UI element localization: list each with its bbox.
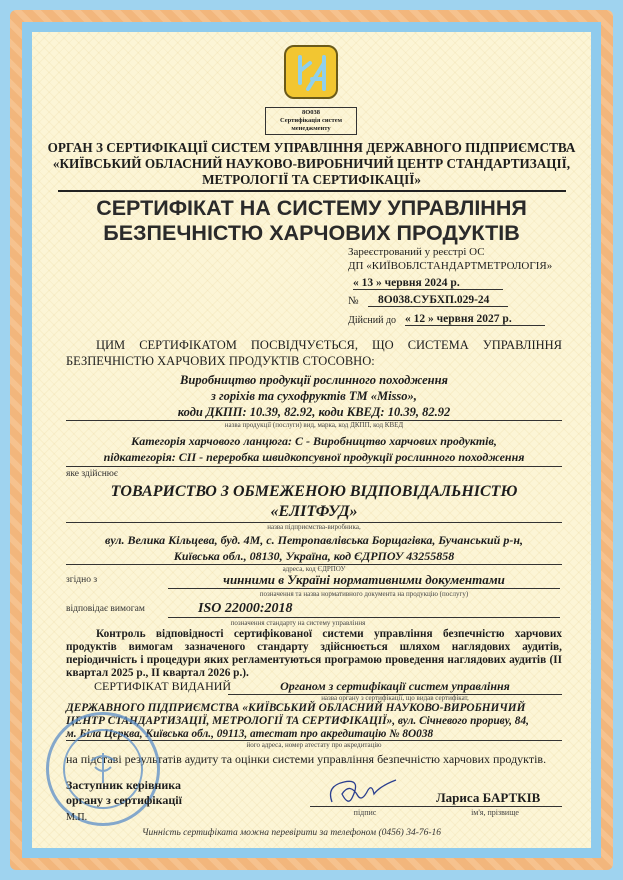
name-caption: ім'я, прізвище — [471, 808, 519, 817]
food-chain-category — [66, 433, 562, 465]
surveillance-paragraph: Контроль відповідності сертифікованої системи управління безпечністю харчових продуктів вимогам зазначеного стандарту здійснюється шляхом наглядових аудитів, періодичність і процедури яких регламентуються програмою проведення наглядових аудитів (ІІ квартал 2025 р., ІІ квартал 2026 р.). — [66, 628, 562, 679]
header-divider — [58, 190, 566, 192]
product-line-1: Виробництво продукції рослинного походження — [180, 373, 448, 387]
intro-line-1: ЦИМ СЕРТИФІКАТОМ ПОСВІДЧУЄТЬСЯ, ЩО СИСТЕМА УПРАВЛІННЯ — [96, 338, 562, 352]
registration-line-1: Зареєстрований у реєстрі ОС — [348, 246, 485, 258]
accreditation-label-box — [265, 107, 357, 135]
position-line-1: Заступник керівника — [66, 778, 182, 792]
org-line-3: МЕТРОЛОГІЇ ТА СЕРТИФІКАЦІЇ» — [202, 172, 421, 187]
certificate-number: 8О038.СУБХП.029-24 — [368, 294, 508, 307]
registration-block — [348, 245, 552, 273]
intro-line-2: БЕЗПЕЧНІСТЮ ХАРЧОВИХ ПРОДУКТІВ СТОСОВНО: — [66, 354, 375, 368]
category-underline — [66, 466, 562, 467]
issuer-line-3: м. Біла Церква, Київська обл., 09113, атестат про акредитацію № 8О038 — [66, 728, 434, 740]
number-label: № — [348, 295, 359, 307]
valid-until-label: Дійсний до — [348, 315, 397, 326]
signature-line — [310, 806, 562, 807]
issuer-line-1: ДЕРЖАВНОГО ПІДПРИЄМСТВА «КИЇВСЬКИЙ ОБЛАСНИЙ НАУКОВО-ВИРОБНИЧИЙ — [66, 702, 526, 714]
company-caption: назва підприємства-виробника, — [267, 523, 361, 531]
registration-line-2: ДП «КИЇВОБЛСТАНДАРТМЕТРОЛОГІЯ» — [348, 260, 553, 272]
verification-phone-note: Чинність сертифіката можна перевірити за телефоном (0456) 34-76-16 — [142, 828, 442, 838]
company-name — [66, 482, 562, 522]
meets-requirements-label: відповідає вимогам — [66, 604, 145, 614]
address-caption: адреса, код ЄДРПОУ — [282, 565, 346, 573]
according-value: чинними в Україні нормативними документами — [168, 572, 560, 589]
according-caption: позначення та назва нормативного документа на продукцію (послугу) — [259, 590, 469, 598]
ua-certification-logo-icon — [284, 45, 338, 99]
category-line-2: підкатегорія: СІІ - переробка швидкопсувної продукції рослинного походження — [103, 450, 525, 464]
issued-by-label: СЕРТИФІКАТ ВИДАНИЙ — [94, 679, 232, 693]
registration-date: « 13 » червня 2024 р. — [353, 277, 503, 290]
title-line-2: БЕЗПЕЧНІСТЮ ХАРЧОВИХ ПРОДУКТІВ — [103, 221, 520, 245]
company-line-2: «ЕЛІТФУД» — [270, 503, 358, 520]
basis-statement: на підставі результатів аудиту та оцінки системи управління безпечністю харчових продуктів. — [66, 752, 547, 766]
product-line-3: коди ДКПП: 10.39, 82.92, коди КВЕД: 10.39, 82.92 — [177, 405, 451, 419]
signatory-name: Лариса БАРТКІВ — [436, 790, 541, 805]
accreditation-label: Сертифікація систем менеджменту — [279, 117, 343, 132]
product-line-2: з горіхів та сухофруктів ТМ «Misso», — [211, 389, 417, 403]
address-line-1: вул. Велика Кільцева, буд. 4М, с. Петропавлівська Борщагівка, Бучанський р-н, — [105, 533, 523, 547]
handwritten-signature-icon — [322, 776, 402, 808]
company-address — [66, 532, 562, 564]
issuing-organization-header — [40, 140, 583, 188]
product-caption: назва продукції (послуги) вид, марка, код ДКПП, код КВЕД — [224, 421, 404, 429]
position-line-2: органу з сертифікації — [66, 793, 182, 807]
certificate-title — [40, 196, 583, 246]
product-description — [66, 372, 562, 420]
performed-by-label: яке здійснює — [66, 469, 118, 479]
company-line-1: ТОВАРИСТВО З ОБМЕЖЕНОЮ ВІДПОВІДАЛЬНІСТЮ — [110, 483, 518, 500]
title-line-1: СЕРТИФІКАТ НА СИСТЕМУ УПРАВЛІННЯ — [96, 196, 527, 220]
org-line-1: ОРГАН З СЕРТИФІКАЦІЇ СИСТЕМ УПРАВЛІННЯ ДЕРЖАВНОГО ПІДПРИЄМСТВА — [47, 140, 576, 155]
according-label: згідно з — [66, 575, 98, 585]
category-line-1: Категорія харчового ланцюга: С - Виробництво харчових продуктів, — [131, 434, 497, 448]
org-line-2: «КИЇВСЬКИЙ ОБЛАСНИЙ НАУКОВО-ВИРОБНИЧИЙ ЦЕНТР СТАНДАРТИЗАЦІЇ, — [52, 156, 571, 171]
official-stamp-icon — [46, 712, 160, 826]
valid-until-date: « 12 » червня 2027 р. — [405, 313, 545, 326]
standard-caption: позначення стандарту на систему управління — [230, 619, 366, 627]
standard-value: ISO 22000:2018 — [168, 601, 560, 618]
address-line-2: Київська обл., 08130, Україна, код ЄДРПОУ 43255858 — [173, 549, 455, 563]
seal-place-label: М.П. — [66, 812, 88, 823]
certification-statement — [66, 337, 562, 369]
issued-by-caption: назва органу з сертифікації, що видав сертифікат, — [321, 694, 469, 702]
signatory-position — [66, 778, 182, 808]
issuer-line-2: ЦЕНТР СТАНДАРТИЗАЦІЇ, МЕТРОЛОГІЇ ТА СЕРТИФІКАЦІЇ», вул. Січневого прориву, 84, — [66, 715, 529, 727]
accreditation-code: 8О038 — [301, 109, 321, 116]
signature-caption: підпис — [353, 808, 377, 817]
issued-by-value: Органом з сертифікації систем управління — [228, 679, 562, 695]
issuer-caption: його адреса, номер атестату про акредитацію — [246, 741, 382, 749]
